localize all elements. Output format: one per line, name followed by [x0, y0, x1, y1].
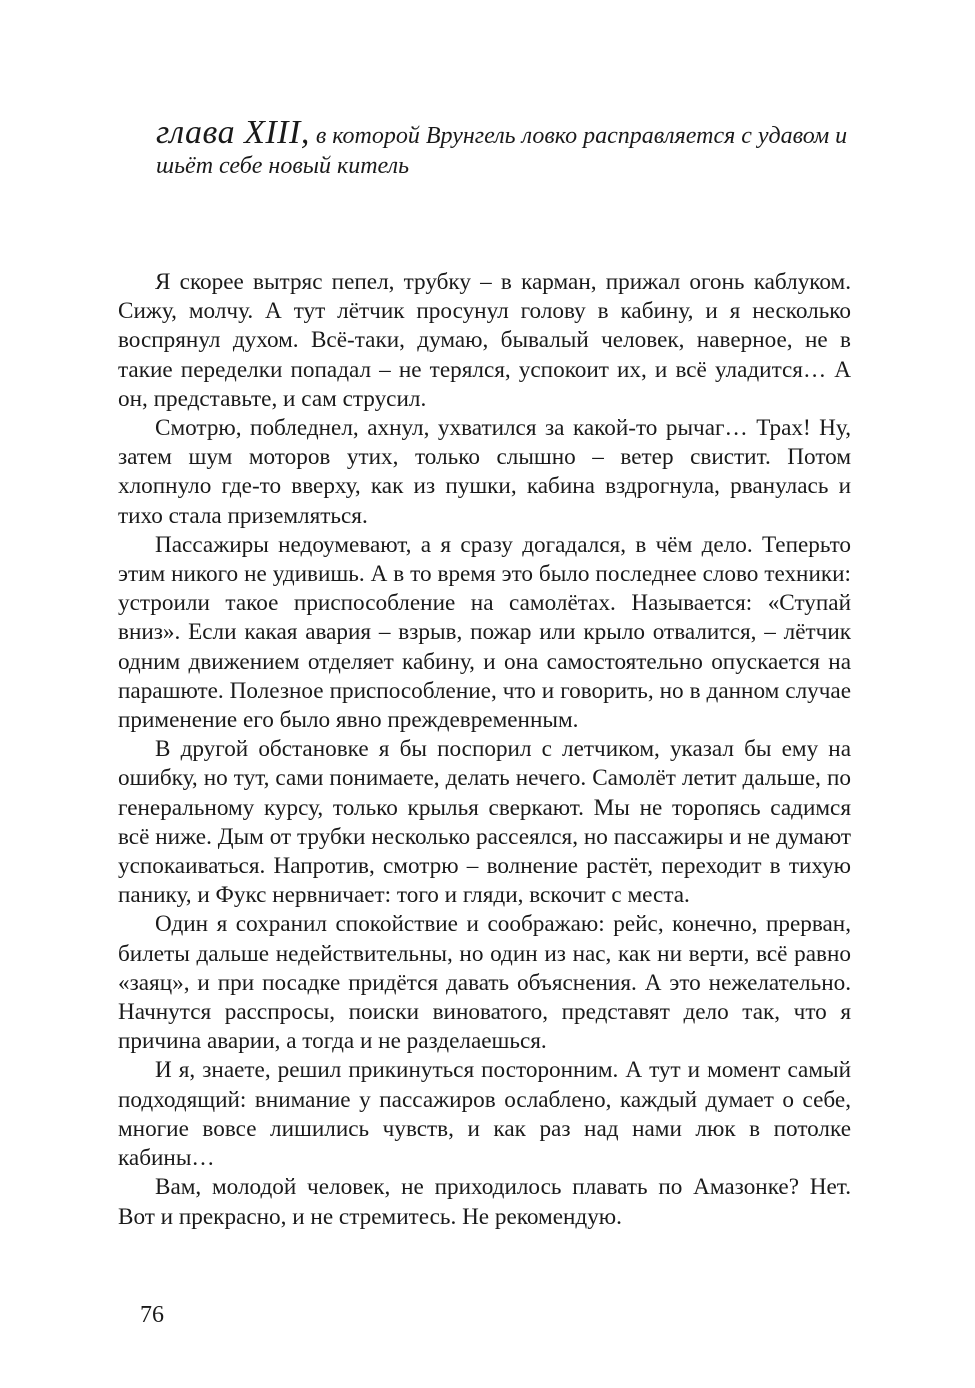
paragraph: И я, знаете, решил прикинуться посторонним. А тут и момент самый подходящий: внимание у пассажиров ослаблено, каждый думает о себе, многие вовсе лишились чувств, и как раз над нами люк в потолке кабины…: [118, 1057, 851, 1172]
page-number: 76: [140, 1302, 164, 1328]
paragraph: Пассажиры недоумевают, а я сразу догадался, в чём дело. Теперьто этим никого не удивишь. А в то время это было последнее слово техники: устроили такое приспособление на самолётах. Называется: «Ступай вниз». Если какая авария – взрыв, пожар или крыло отвалится, – лётчик одним движением отделяет кабину, и она самостоятельно опускается на парашюте. Полезное приспособление, что и говорить, но в данном случае применение его было явно преждевременным.: [118, 531, 851, 734]
chapter-number: глава XIII,: [156, 114, 310, 151]
paragraph: Вам, молодой человек, не приходилось плавать по Амазонке? Нет. Вот и прекрасно, и не стремитесь. Не рекомендую.: [118, 1174, 851, 1230]
paragraph: Смотрю, побледнел, ахнул, ухватился за какой-то рычаг… Трах! Ну, затем шум моторов утих, только слышно – ветер свистит. Потом хлопнуло где-то вверху, как из пушки, кабина вздрогнула, рванулась и тихо стала приземляться.: [118, 415, 851, 529]
chapter-subtitle: в которой Врунгель ловко расправляется с удавом и шьёт себе новый китель: [156, 123, 848, 179]
body-text: [118, 268, 851, 1232]
paragraph: В другой обстановке я бы поспорил с летчиком, указал бы ему на ошибку, но тут, сами понимаете, делать нечего. Самолёт летит дальше, по генеральному курсу, только крылья сверкают. Мы не торопясь садимся всё ниже. Дым от трубки несколько рассеялся, но пассажиры и не думают успокаиваться. Напротив, смотрю – волнение растёт, переходит в тихую панику, и Фукс нервничает: того и гляди, вскочит с места.: [118, 736, 851, 909]
chapter-heading: [156, 114, 856, 181]
paragraph: Один я сохранил спокойствие и соображаю: рейс, конечно, прерван, билеты дальше недействительны, но один из нас, как ни верти, всё равно «заяц», и при посадке придётся давать объяснения. А это нежелательно. Начнутся расспросы, поиски виноватого, представят дело так, что я причина аварии, а тогда и не разделаешься.: [118, 911, 851, 1055]
paragraph: Я скорее вытряс пепел, трубку – в карман, прижал огонь каблуком. Сижу, молчу. А тут лётчик просунул голову в кабину, и я несколько воспрянул духом. Всё-таки, думаю, бывалый человек, наверное, не в такие переделки попадал – не терялся, успокоит их, и всё уладится… А он, представьте, и сам струсил.: [118, 269, 851, 412]
